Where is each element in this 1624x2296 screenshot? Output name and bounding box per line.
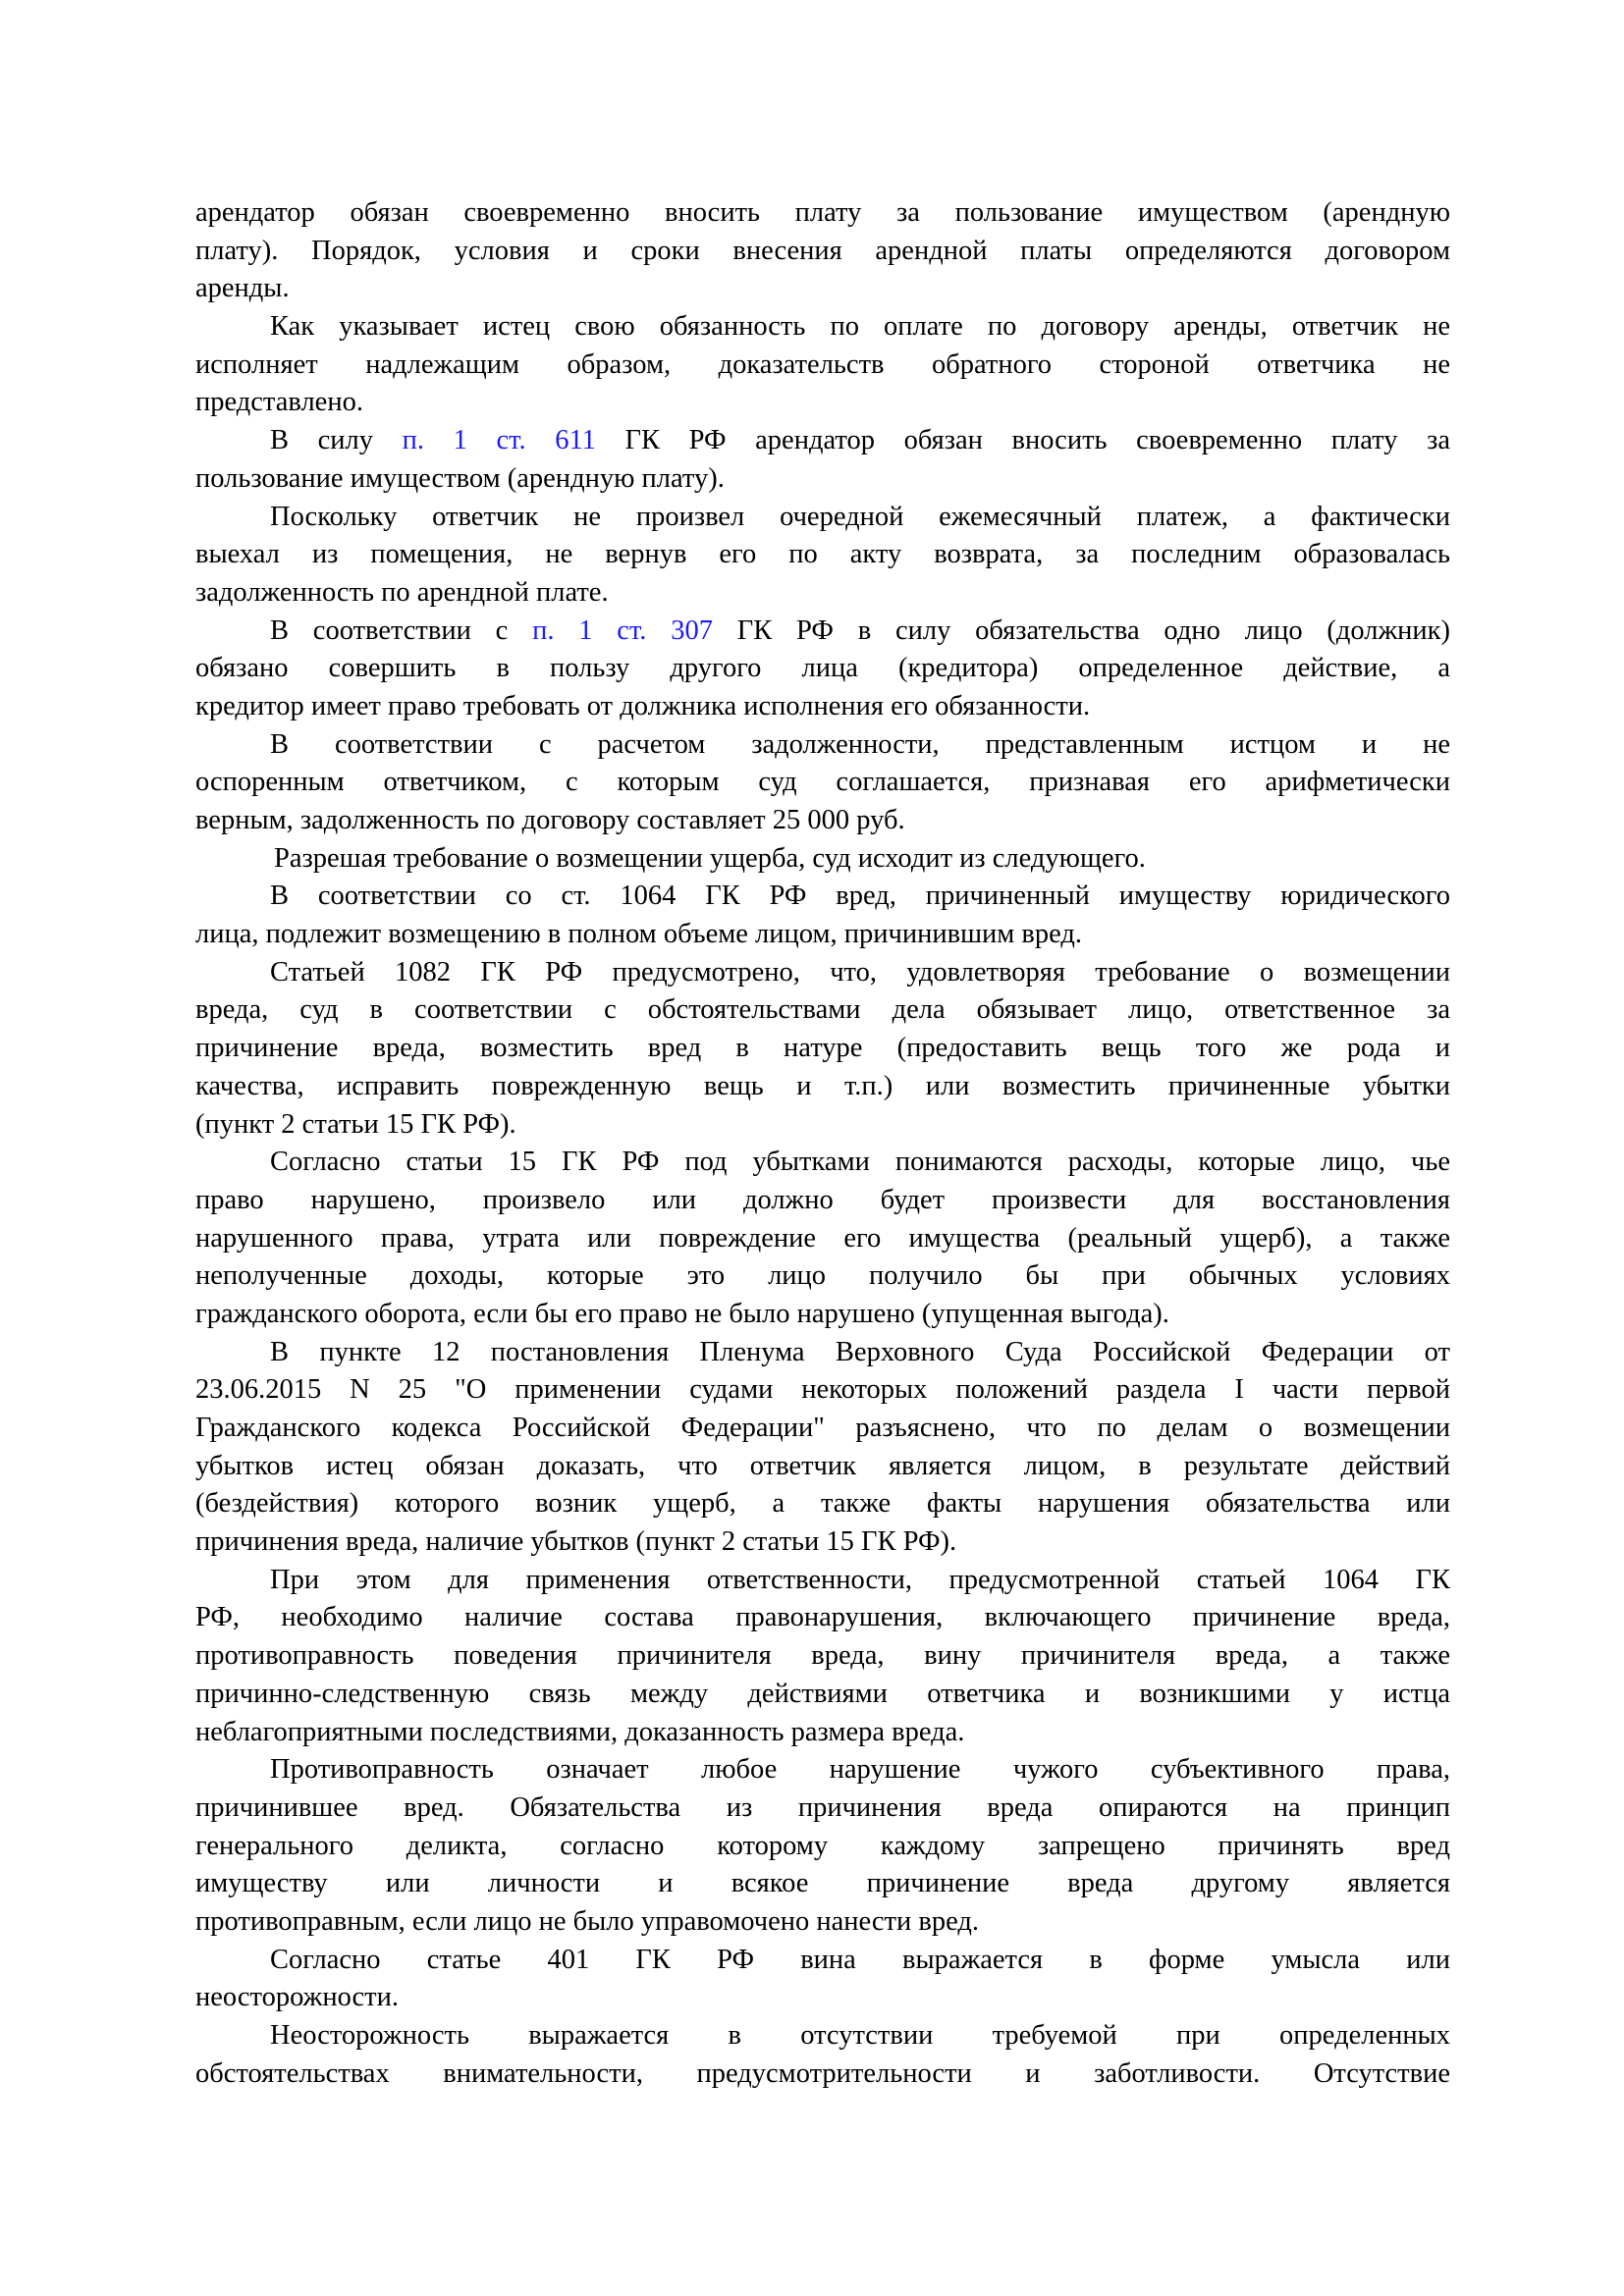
text-line: арендатор обязан своевременно вносить плату за пользование имуществом (арендную [195, 197, 1450, 228]
text-line: обстоятельствах внимательности, предусмотрительности и заботливости. Отсутствие [195, 2057, 1450, 2089]
text-line: представлено. [195, 387, 363, 418]
text-fragment: В соответствии с [270, 614, 533, 646]
text-line: неблагоприятными последствиями, доказанность размера вреда. [195, 1716, 965, 1747]
text-line: В соответствии со ст. 1064 ГК РФ вред, причиненный имуществу юридического [270, 881, 1450, 912]
text-line: пользование имуществом (арендную плату). [195, 462, 725, 494]
text-line: право нарушено, произвело или должно будет произвести для восстановления [195, 1184, 1450, 1215]
text-line: убытков истец обязан доказать, что ответчик является лицом, в результате действий [195, 1450, 1450, 1481]
text-line: (бездействия) которого возник ущерб, а также факты нарушения обязательства или [195, 1488, 1450, 1520]
article-611-link[interactable]: п. 1 ст. 611 [402, 425, 596, 456]
text-line: неполученные доходы, которые это лицо получило бы при обычных условиях [195, 1260, 1450, 1292]
text-line: Согласно статьи 15 ГК РФ под убытками понимаются расходы, которые лицо, чье [270, 1147, 1450, 1178]
text-line: РФ, необходимо наличие состава правонарушения, включающего причинение вреда, [195, 1602, 1450, 1633]
text-line: Статьей 1082 ГК РФ предусмотрено, что, удовлетворяя требование о возмещении [270, 956, 1450, 988]
text-line: имуществу или личности и всякое причинение вреда другому является [195, 1868, 1450, 1899]
text-line: оспоренным ответчиком, с которым суд соглашается, признавая его арифметически [195, 767, 1450, 798]
text-line: генерального деликта, согласно которому каждому запрещено причинять вред [195, 1830, 1450, 1861]
text-line: вреда, суд в соответствии с обстоятельствами дела обязывает лицо, ответственное за [195, 994, 1450, 1026]
text-line: гражданского оборота, если бы его право не было нарушено (упущенная выгода). [195, 1298, 1169, 1329]
text-line [195, 613, 1450, 651]
text-line: В пункте 12 постановления Пленума Верховного Суда Российской Федерации от [270, 1336, 1450, 1367]
text-line: 23.06.2015 N 25 "О применении судами некоторых положений раздела I части первой [195, 1374, 1450, 1406]
text-line: Разрешая требование о возмещении ущерба, суд исходит из следующего. [274, 842, 1146, 874]
text-line: (пункт 2 статьи 15 ГК РФ). [195, 1108, 516, 1140]
text-line: причинно-следственную связь между действиями ответчика и возникшими у истца [195, 1678, 1450, 1709]
text-line: кредитор имеет право требовать от должника исполнения его обязанности. [195, 690, 1091, 721]
text-line: плату). Порядок, условия и сроки внесения арендной платы определяются договором [195, 235, 1450, 266]
text-line: причинившее вред. Обязательства из причинения вреда опираются на принцип [195, 1791, 1450, 1823]
text-line: причинения вреда, наличие убытков (пункт 2 статьи 15 ГК РФ). [195, 1526, 957, 1558]
text-fragment: В силу [270, 425, 403, 456]
text-line: противоправность поведения причинителя вреда, вину причинителя вреда, а также [195, 1640, 1450, 1672]
text-line: верным, задолженность по договору составляет 25 000 руб. [195, 805, 905, 835]
text-line: исполняет надлежащим образом, доказательств обратного стороной ответчика не [195, 348, 1450, 380]
text-line: противоправным, если лицо не было управомочено нанести вред. [195, 1905, 979, 1937]
text-line [195, 422, 1450, 460]
text-line: выехал из помещения, не вернув его по акту возврата, за последним образовалась [195, 539, 1450, 570]
text-line: причинение вреда, возместить вред в натуре (предоставить вещь того же рода и [195, 1033, 1450, 1064]
text-line: Противоправность означает любое нарушение чужого субъективного права, [270, 1754, 1450, 1786]
document-body [195, 194, 1450, 2093]
text-line: Гражданского кодекса Российской Федерации" разъяснено, что по делам о возмещении [195, 1413, 1450, 1443]
text-line: Как указывает истец свою обязанность по оплате по договору аренды, ответчик не [270, 311, 1450, 343]
text-line: задолженность по арендной плате. [195, 576, 609, 608]
text-line: лица, подлежит возмещению в полном объеме лицом, причинившим вред. [195, 919, 1083, 950]
text-line: При этом для применения ответственности, предусмотренной статьей 1064 ГК [270, 1564, 1450, 1595]
text-line: обязано совершить в пользу другого лица (кредитора) определенное действие, а [195, 653, 1450, 684]
text-line: Согласно статье 401 ГК РФ вина выражается в форме умысла или [270, 1944, 1450, 1975]
article-307-link[interactable]: п. 1 ст. 307 [532, 614, 713, 646]
text-line: Поскольку ответчик не произвел очередной ежемесячный платеж, а фактически [270, 501, 1450, 532]
text-line: аренды. [195, 273, 290, 304]
text-line: нарушенного права, утрата или повреждение его имущества (реальный ущерб), а также [195, 1222, 1450, 1254]
text-line: Неосторожность выражается в отсутствии требуемой при определенных [270, 2020, 1450, 2051]
text-fragment: ГК РФ арендатор обязан вносить своевременно плату за [595, 425, 1450, 456]
text-line: неосторожности. [195, 1982, 400, 2013]
text-line: качества, исправить поврежденную вещь и т.п.) или возместить причиненные убытки [195, 1070, 1450, 1101]
text-line: В соответствии с расчетом задолженности, представленным истцом и не [270, 728, 1450, 760]
text-fragment: ГК РФ в силу обязательства одно лицо (должник) [712, 614, 1450, 646]
